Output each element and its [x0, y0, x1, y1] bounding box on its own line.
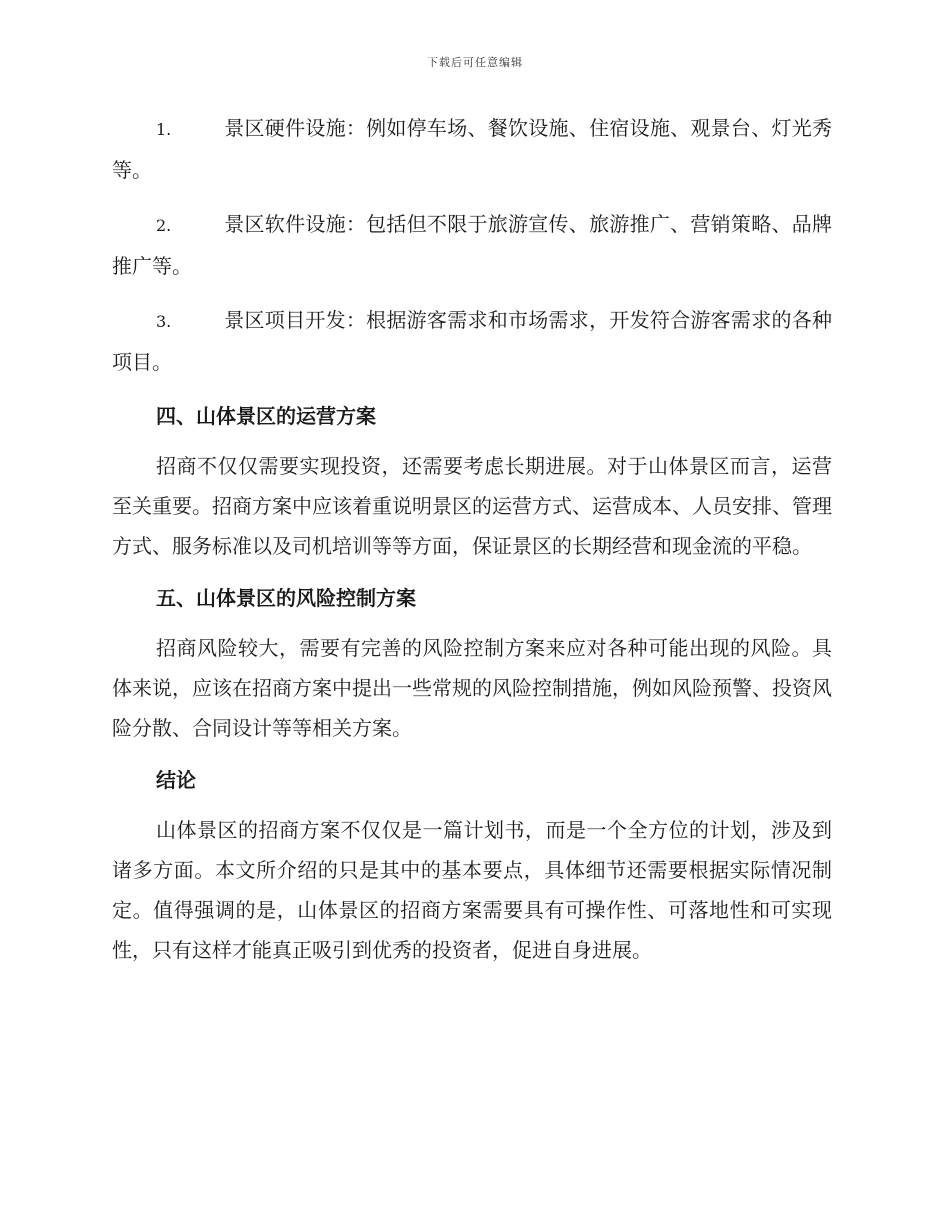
section-5-paragraph: 招商风险较大，需要有完善的风险控制方案来应对各种可能出现的风险。具体来说，应该在招商方案中提出一些常规的风险控制措施，例如风险预警、投资风险分散、合同设计等等相关方案。	[112, 636, 832, 740]
section-5-heading: 五、山体景区的风险控制方案	[156, 586, 416, 610]
section-4-heading: 四、山体景区的运营方案	[156, 404, 376, 428]
conclusion-heading: 结论	[156, 768, 196, 792]
header-note: 下载后可任意编辑	[427, 56, 523, 69]
list-number: 1.	[156, 120, 172, 139]
list-number: 3.	[156, 312, 172, 331]
list-text: 景区项目开发：根据游客需求和市场需求，开发符合游客需求的各种项目。	[112, 308, 832, 374]
conclusion-paragraph: 山体景区的招商方案不仅仅是一篇计划书，而是一个全方位的计划，涉及到诸多方面。本文所介绍的只是其中的基本要点，具体细节还需要根据实际情况制定。值得强调的是，山体景区的招商方案需要具有可操作性、可落地性和可实现性，只有这样才能真正吸引到优秀的投资者，促进自身进展。	[112, 818, 832, 962]
list-item-3	[112, 300, 832, 382]
document-body	[112, 108, 832, 982]
list-number: 2.	[156, 216, 172, 235]
section-4-paragraph: 招商不仅仅需要实现投资，还需要考虑长期进展。对于山体景区而言，运营至关重要。招商方案中应该着重说明景区的运营方式、运营成本、人员安排、管理方式、服务标准以及司机培训等等方面，保证景区的长期经营和现金流的平稳。	[112, 454, 832, 558]
list-item-2	[112, 204, 832, 286]
list-item-1	[112, 108, 832, 190]
list-text: 景区软件设施：包括但不限于旅游宣传、旅游推广、营销策略、品牌推广等。	[112, 212, 832, 278]
list-text: 景区硬件设施：例如停车场、餐饮设施、住宿设施、观景台、灯光秀等。	[112, 116, 832, 182]
